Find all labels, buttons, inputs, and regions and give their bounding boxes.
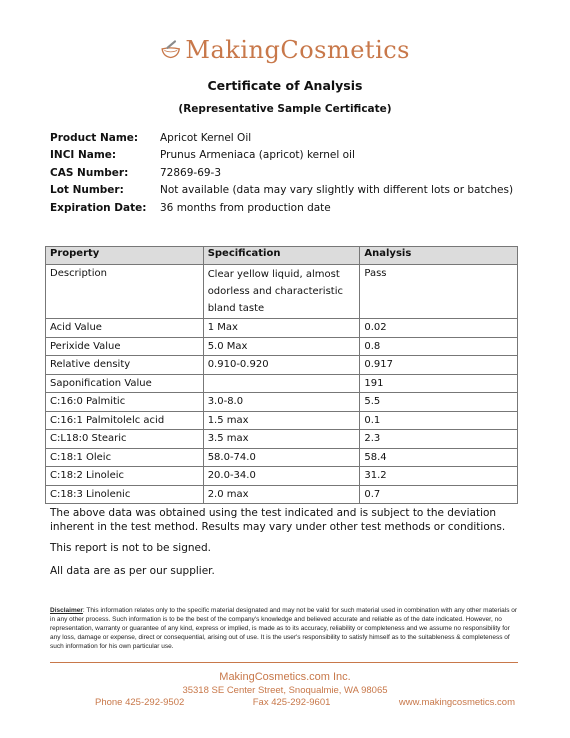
analysis-table: [45, 246, 518, 504]
table-cell: 3.5 max: [203, 430, 360, 449]
table-cell: 0.917: [360, 356, 518, 375]
table-cell: 1.5 max: [203, 411, 360, 430]
column-header-property: Property: [46, 247, 204, 265]
table-cell: C:18:2 Linoleic: [46, 467, 204, 486]
table-cell: 58.0-74.0: [203, 448, 360, 467]
table-row: [46, 319, 518, 338]
table-cell: 2.3: [360, 430, 518, 449]
table-cell: 0.7: [360, 485, 518, 504]
disclaimer: [50, 606, 520, 651]
table-cell: 191: [360, 374, 518, 393]
table-cell: [203, 374, 360, 393]
info-value: Apricot Kernel Oil: [160, 131, 252, 144]
table-cell: Saponification Value: [46, 374, 204, 393]
footer-address: 35318 SE Center Street, Snoqualmie, WA 98065: [182, 685, 388, 696]
table-cell: 5.0 Max: [203, 337, 360, 356]
table-cell: 5.5: [360, 393, 518, 412]
table-cell: 1 Max: [203, 319, 360, 338]
info-value: Prunus Armeniaca (apricot) kernel oil: [160, 149, 355, 162]
note-test-method: The above data was obtained using the test indicated and is subject to the deviation inherent in the test method. Results may vary under other test methods or conditions.: [50, 507, 506, 533]
table-cell: Clear yellow liquid, almost odorless and characteristic bland taste: [203, 265, 360, 319]
table-cell: Relative density: [46, 356, 204, 375]
info-row-product-name: [50, 129, 513, 147]
info-key: INCI Name:: [50, 149, 117, 162]
brand-name: [185, 36, 410, 64]
info-key: Product Name:: [50, 131, 139, 144]
footer-fax: Fax 425-292-9601: [252, 697, 331, 708]
info-row-lot-number: [50, 182, 513, 200]
info-key: Lot Number:: [50, 184, 124, 197]
info-value: Not available (data may vary slightly with different lots or batches): [160, 184, 514, 197]
note-supplier: All data are as per our supplier.: [50, 565, 215, 577]
info-key: Expiration Date:: [50, 201, 147, 214]
page-subtitle: (Representative Sample Certificate): [178, 103, 392, 115]
table-row: [46, 467, 518, 486]
table-cell: C:16:1 Palmitolelc acid: [46, 411, 204, 430]
page-title: Certificate of Analysis: [207, 78, 363, 93]
table-cell: Perixide Value: [46, 337, 204, 356]
table-row: [46, 448, 518, 467]
table-cell: 0.910-0.920: [203, 356, 360, 375]
brand-logo: [160, 28, 410, 72]
disclaimer-text: : This information relates only to the specific material designated and may not be valid for such material used in combination with any other materials or in any other process. Such information is to be the best of the company's knowledge and believed accurate and reliable as of the date indicated. However, no representation, warranty or guarantee of any kind, express or implied, is made as to its accuracy, reliability or completeness and we assume no responsibility for any loss, damage or expense, direct or consequential, arising out of use. It is the user's responsibility to satisfy himself as to the suitableness & completeness of such information for his own particular use.: [50, 607, 518, 650]
footer-contact: [95, 697, 515, 708]
table-cell: Description: [46, 265, 204, 319]
table-row: [46, 374, 518, 393]
product-info: [50, 129, 513, 217]
table-cell: 58.4: [360, 448, 518, 467]
footer-divider: [50, 662, 518, 663]
footer-company: MakingCosmetics.com Inc.: [219, 671, 351, 683]
info-value: 72869-69-3: [160, 166, 222, 179]
table-cell: C:18:3 Linolenic: [46, 485, 204, 504]
table-cell: 2.0 max: [203, 485, 360, 504]
table-cell: 3.0-8.0: [203, 393, 360, 412]
table-cell: C:L18:0 Stearic: [46, 430, 204, 449]
table-row: [46, 393, 518, 412]
table-row: [46, 411, 518, 430]
table-header-row: [46, 247, 518, 265]
table-cell: 31.2: [360, 467, 518, 486]
info-row-cas-number: [50, 164, 513, 182]
info-row-expiration-date: [50, 199, 513, 217]
table-cell: Acid Value: [46, 319, 204, 338]
table-cell: C:18:1 Oleic: [46, 448, 204, 467]
info-key: CAS Number:: [50, 166, 129, 179]
table-row: [46, 337, 518, 356]
table-row: [46, 265, 518, 319]
info-row-inci-name: [50, 147, 513, 165]
footer-phone: Phone 425-292-9502: [95, 697, 185, 708]
disclaimer-label: Disclaimer: [50, 607, 83, 614]
column-header-specification: Specification: [203, 247, 360, 265]
info-value: 36 months from production date: [160, 201, 331, 214]
brand-name-second: Cosmetics: [280, 36, 410, 64]
table-cell: 0.8: [360, 337, 518, 356]
table-row: [46, 430, 518, 449]
mortar-pestle-icon: [160, 32, 181, 68]
table-cell: C:16:0 Palmitic: [46, 393, 204, 412]
table-cell: 20.0-34.0: [203, 467, 360, 486]
column-header-analysis: Analysis: [360, 247, 518, 265]
table-cell: 0.1: [360, 411, 518, 430]
table-cell: Pass: [360, 265, 518, 319]
footer-website-link[interactable]: www.makingcosmetics.com: [398, 697, 515, 708]
table-cell: 0.02: [360, 319, 518, 338]
note-not-signed: This report is not to be signed.: [50, 542, 211, 554]
brand-name-first: Making: [185, 36, 281, 64]
table-row: [46, 356, 518, 375]
table-row: [46, 485, 518, 504]
